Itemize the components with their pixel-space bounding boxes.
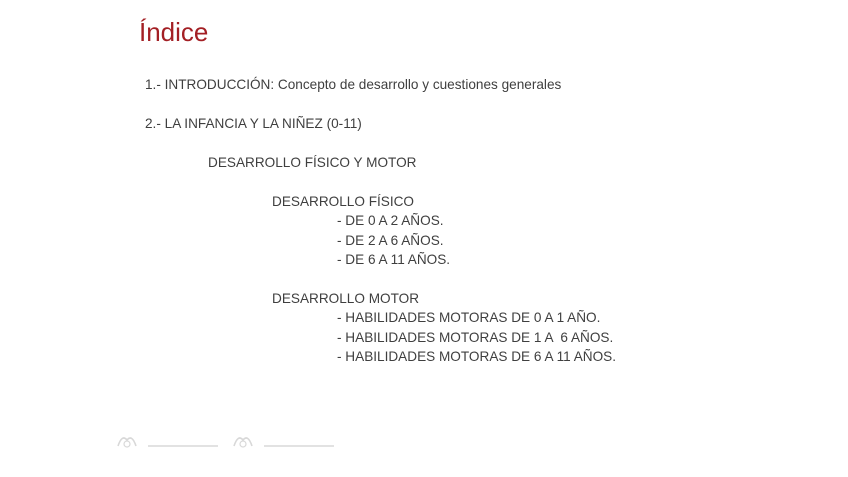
- university-seal-icon: [232, 430, 254, 450]
- index-item-introduccion: 1.- INTRODUCCIÓN: Concepto de desarrollo y cuestiones generales: [145, 77, 562, 92]
- index-subitem-desarrollo-fisico: DESARROLLO FÍSICO: [272, 194, 415, 209]
- index-bullet-6-11: - DE 6 A 11 AÑOS.: [337, 252, 451, 267]
- index-bullet-2-6: - DE 2 A 6 AÑOS.: [337, 233, 444, 248]
- index-subitem-desarrollo-fisico-motor: DESARROLLO FÍSICO Y MOTOR: [208, 155, 417, 170]
- index-bullet-motoras-6-11: - HABILIDADES MOTORAS DE 6 A 11 AÑOS.: [337, 349, 617, 364]
- index-bullet-0-2: - DE 0 A 2 AÑOS.: [337, 213, 444, 228]
- index-bullet-motoras-1-6: - HABILIDADES MOTORAS DE 1 A 6 AÑOS.: [337, 330, 614, 345]
- index-subitem-desarrollo-motor: DESARROLLO MOTOR: [272, 291, 420, 306]
- university-seal-icon: [116, 430, 138, 450]
- footer-logos: [116, 424, 346, 454]
- logo-caption-placeholder: [148, 445, 218, 447]
- index-bullet-motoras-0-1: - HABILIDADES MOTORAS DE 0 A 1 AÑO.: [337, 310, 601, 325]
- logo-caption-placeholder: [264, 445, 334, 447]
- slide-title: Índice: [139, 17, 209, 47]
- index-item-infancia-ninez: 2.- LA INFANCIA Y LA NIÑEZ (0-11): [145, 116, 362, 131]
